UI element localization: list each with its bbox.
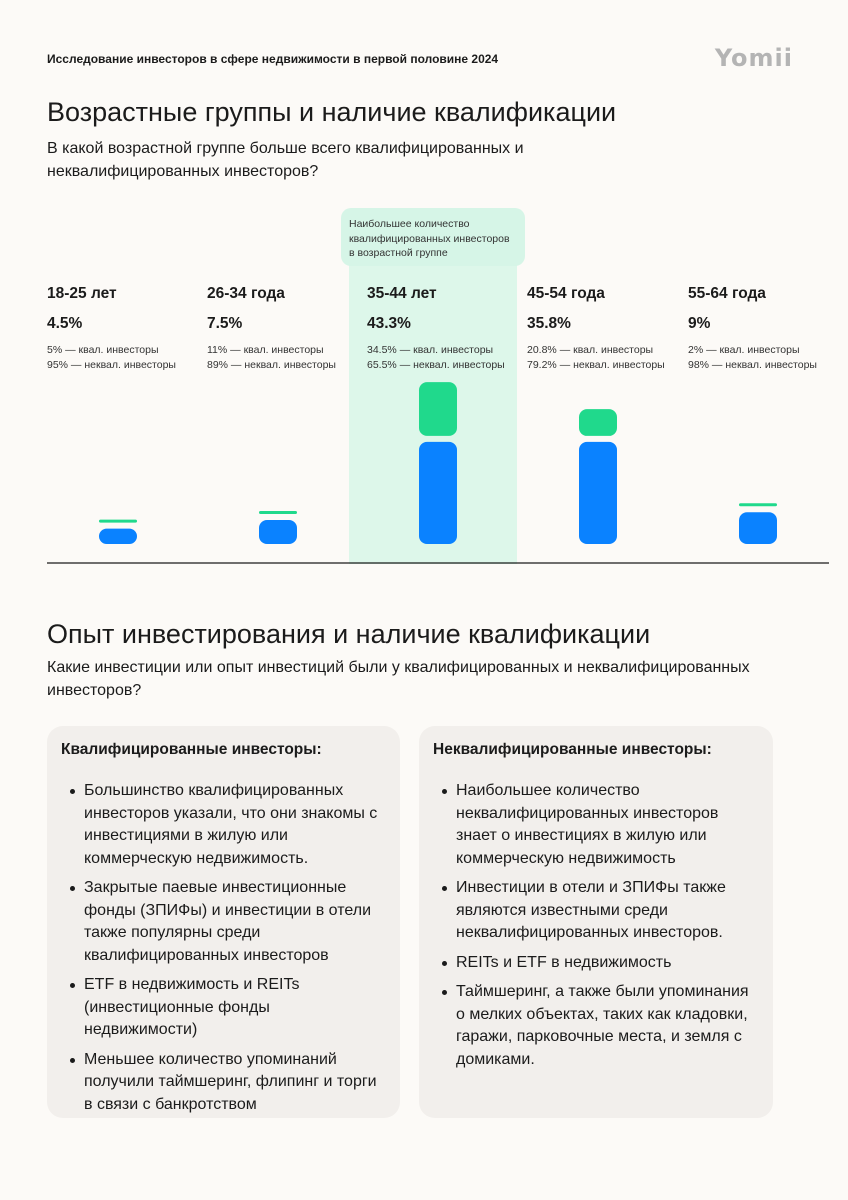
qualified-investors-card	[47, 726, 400, 1118]
list-item: Закрытые паевые инвестиционные фонды (ЗПИФы) и инвестиции в отели также популярны среди квалифицированных инвесторов	[61, 877, 386, 967]
list-item: ETF в недвижимость и REITs (инвестиционные фонды недвижимости)	[61, 974, 386, 1042]
age-group-total: 9%	[688, 315, 711, 332]
qualified-bar	[259, 511, 297, 514]
yomii-logo: Yomii	[714, 44, 793, 72]
section-age-subtitle: В какой возрастной группе больше всего квалифицированных и неквалифицированных инвесторов?	[47, 140, 524, 180]
nonqualified-bar	[99, 529, 137, 544]
age-group-label: 55-64 года	[688, 285, 766, 302]
age-group-label: 45-54 года	[527, 285, 605, 302]
nonqualified-bar	[259, 520, 297, 544]
age-group-total: 4.5%	[47, 315, 83, 332]
section-age-title: Возрастные группы и наличие квалификации	[47, 97, 617, 127]
qual-breakdown: 34.5% — квал. инвесторы	[367, 344, 494, 356]
list-item: REITs и ETF в недвижимость	[433, 952, 759, 975]
nonqualified-bar	[739, 512, 777, 544]
qual-breakdown: 5% — квал. инвесторы	[47, 344, 159, 356]
nonqualified-list	[433, 780, 759, 1071]
qualified-bar	[739, 503, 777, 506]
nonqualified-bar	[579, 442, 617, 544]
list-item: Наибольшее количество неквалифицированных инвесторов знает о инвестициях в жилую или коммерческую недвижимость	[433, 780, 759, 870]
qualified-bar	[419, 382, 457, 436]
report-title: Исследование инвесторов в сфере недвижимости в первой половине 2024	[47, 52, 499, 66]
qualified-card-title: Квалифицированные инвесторы:	[61, 741, 322, 758]
age-group-label: 18-25 лет	[47, 285, 117, 302]
nonqualified-bar	[419, 442, 457, 544]
age-group-total: 7.5%	[207, 315, 243, 332]
section-experience-title: Опыт инвестирования и наличие квалификации	[47, 619, 651, 649]
qual-breakdown: 2% — квал. инвесторы	[688, 344, 800, 356]
qualified-list	[61, 780, 386, 1116]
list-item: Инвестиции в отели и ЗПИФы также являются известными среди неквалифицированных инвесторов.	[433, 877, 759, 945]
qualified-bar	[579, 409, 617, 436]
nonqualified-card-title: Неквалифицированные инвесторы:	[433, 741, 712, 758]
age-group-total: 43.3%	[367, 315, 411, 332]
nonqual-breakdown: 89% — неквал. инвесторы	[207, 359, 336, 371]
qual-breakdown: 20.8% — квал. инвесторы	[527, 344, 654, 356]
nonqual-breakdown: 79.2% — неквал. инвесторы	[527, 359, 665, 371]
nonqualified-investors-card	[419, 726, 773, 1118]
age-group-label: 26-34 года	[207, 285, 285, 302]
section-experience-subtitle: Какие инвестиции или опыт инвестиций были у квалифицированных и неквалифицированных инвесторов?	[47, 659, 750, 699]
list-item: Большинство квалифицированных инвесторов указали, что они знакомы с инвестициями в жилую или коммерческую недвижимость.	[61, 780, 386, 870]
age-group-total: 35.8%	[527, 315, 571, 332]
highlight-callout: Наибольшее количество квалифицированных инвесторов в возрастной группе	[341, 208, 525, 266]
nonqual-breakdown: 95% — неквал. инвесторы	[47, 359, 176, 371]
qualified-bar	[99, 520, 137, 523]
list-item: Таймшеринг, а также были упоминания о мелких объектах, таких как кладовки, гаражи, парковочные места, и земля с домиками.	[433, 981, 759, 1071]
nonqual-breakdown: 65.5% — неквал. инвесторы	[367, 359, 505, 371]
nonqual-breakdown: 98% — неквал. инвесторы	[688, 359, 817, 371]
list-item: Меньшее количество упоминаний получили таймшеринг, флипинг и торги в связи с банкротством	[61, 1049, 386, 1117]
qual-breakdown: 11% — квал. инвесторы	[207, 344, 324, 356]
age-group-label: 35-44 лет	[367, 285, 437, 302]
